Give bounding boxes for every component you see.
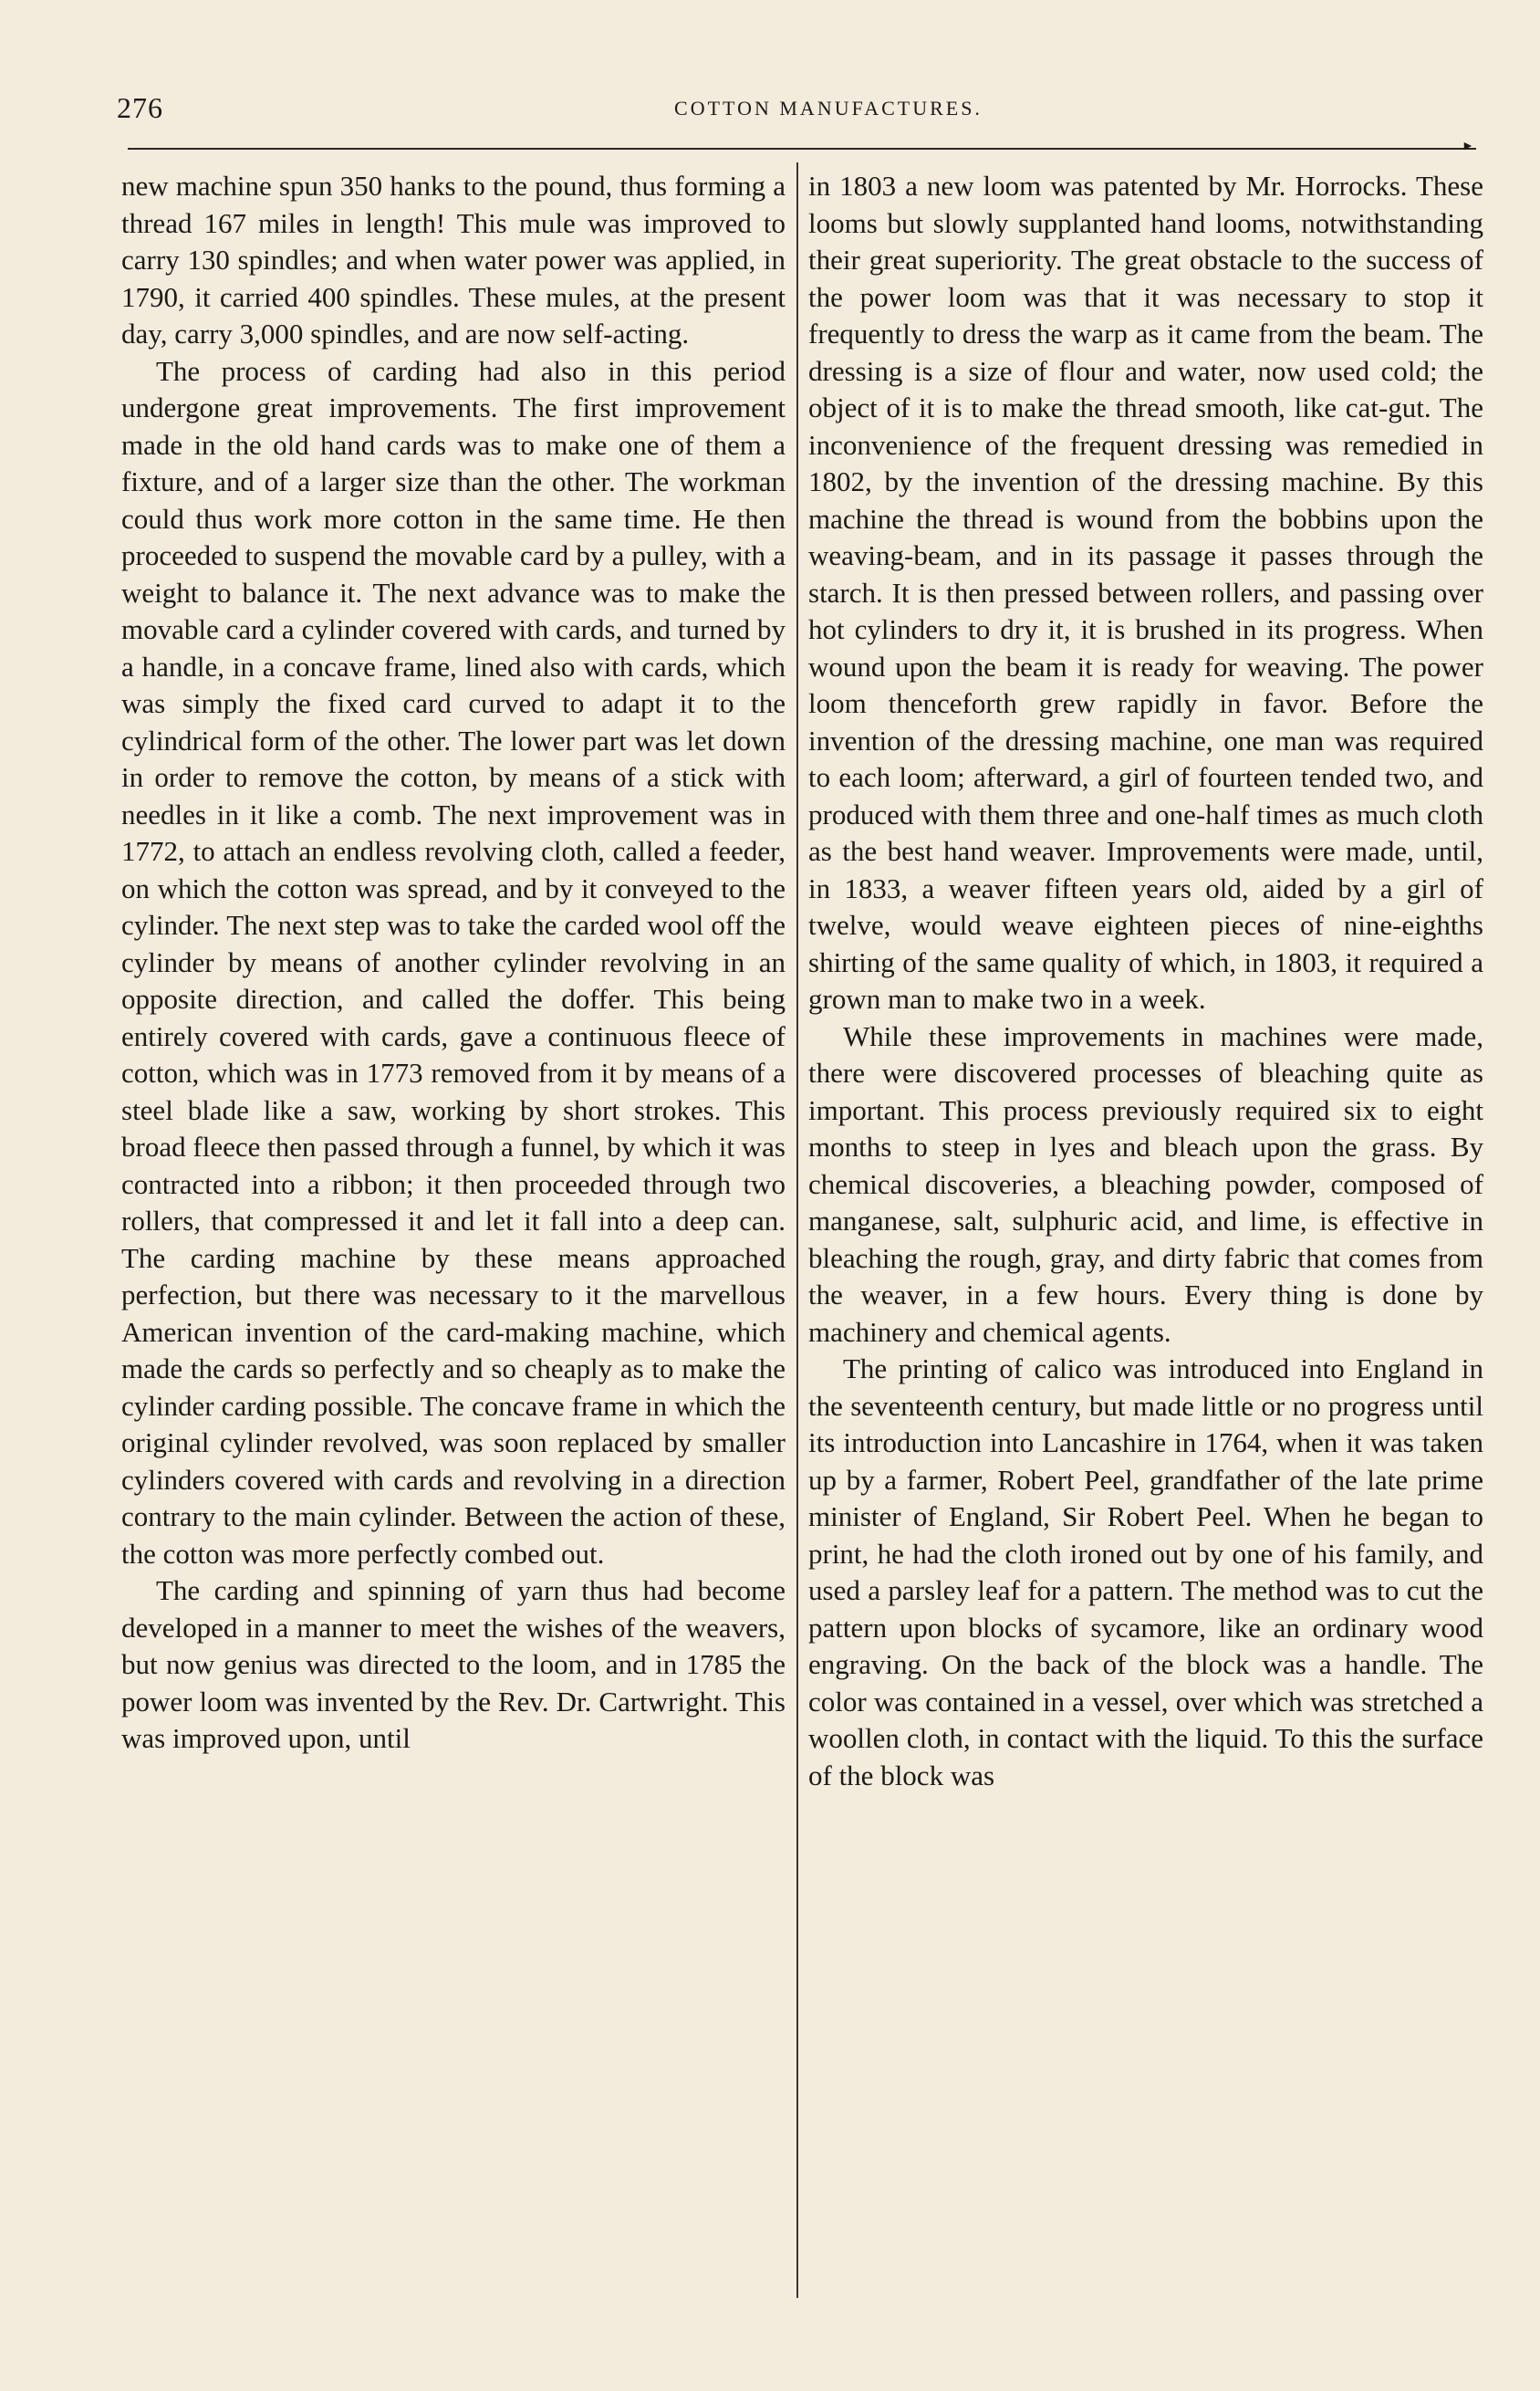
right-column: [808, 168, 1483, 1794]
paragraph: The printing of calico was introduced into England in the seventeenth century, but made little or no progress until its introduction into Lancashire in 1764, when it was taken up by a farmer, Robert Peel, grandfather of the late prime minister of England, Sir Robert Peel. When he began to print, he had the cloth ironed out by one of his family, and used a parsley leaf for a pattern. The method was to cut the pattern upon blocks of sycamore, like an ordinary wood engraving. On the back of the block was a handle. The color was contained in a vessel, over which was stretched a woollen cloth, in contact with the liquid. To this the surface of the block was: [808, 1352, 1483, 1791]
left-column: [121, 168, 786, 1758]
paragraph: The process of carding had also in this period undergone great improvements. The first improvement made in the old hand cards was to make one of them a fixture, and of a larger size than the other. The workman could thus work more cotton in the same time. He then proceeded to suspend the movable card by a pulley, with a weight to balance it. The next advance was to make the movable card a cylinder covered with cards, and turned by a handle, in a concave frame, lined also with cards, which was simply the fixed card curved to adapt it to the cylindrical form of the other. The lower part was let down in order to remove the cotton, by means of a stick with needles in it like a comb. The next improvement was in 1772, to attach an endless revolving cloth, called a feeder, on which the cotton was spread, and by it conveyed to the cylinder. The next step was to take the carded wool off the cylinder by means of another cylinder revolving in an opposite direction, and called the doffer. This being entirely covered with cards, gave a continuous fleece of cotton, which was in 1773 removed from it by means of a steel blade like a saw, working by short strokes. This broad fleece then passed through a funnel, by which it was contracted into a ribbon; it then proceeded through two rollers, that compressed it and let it fall into a deep can. The carding machine by these means approached perfection, but there was necessary to it the marvellous American invention of the card-making machine, which made the cards so perfectly and so cheaply as to make the cylinder carding possible. The concave frame in which the original cylinder revolved, was soon replaced by smaller cylinders covered with cards and revolving in a direction contrary to the main cylinder. Between the action of these, the cotton was more perfectly combed out.: [121, 354, 786, 1570]
running-title: COTTON MANUFACTURES.: [674, 97, 983, 120]
page-header: [117, 91, 1485, 128]
column-divider: [796, 162, 798, 2298]
paragraph: new machine spun 350 hanks to the pound, thus forming a thread 167 miles in length! This mule was improved to carry 130 spindles; and when water power was applied, in 1790, it carried 400 spindles. These mules, at the present day, carry 3,000 spindles, and are now self-acting.: [121, 170, 786, 350]
page-number: 276: [117, 91, 163, 124]
paragraph: in 1803 a new loom was patented by Mr. Horrocks. These looms but slowly supplanted hand looms, notwithstanding their great superiority. The great obstacle to the success of the power loom was that it was necessary to stop it frequently to dress the warp as it came from the beam. The dressing is a size of flour and water, now used cold; the object of it is to make the thread smooth, like cat-gut. The inconvenience of the frequent dressing was remedied in 1802, by the invention of the dressing machine. By this machine the thread is wound from the bobbins upon the weaving-beam, and in its passage it passes through the starch. It is then pressed between rollers, and passing over hot cylinders to dry it, it is brushed in its progress. When wound upon the beam it is ready for weaving. The power loom thenceforth grew rapidly in favor. Before the invention of the dressing machine, one man was required to each loom; afterward, a girl of fourteen tended two, and produced with them three and one-half times as much cloth as the best hand weaver. Improvements were made, until, in 1833, a weaver fifteen years old, aided by a girl of twelve, would weave eighteen pieces of nine-eighths shirting of the same quality of which, in 1803, it required a grown man to make two in a week.: [808, 170, 1483, 1015]
header-rule: [128, 148, 1476, 150]
paragraph: While these improvements in machines were made, there were discovered processes of bleaching quite as important. This process previously required six to eight months to steep in lyes and bleach upon the grass. By chemical discoveries, a bleaching powder, composed of manganese, salt, sulphuric acid, and lime, is effective in bleaching the rough, gray, and dirty fabric that comes from the weaver, in a few hours. Every thing is done by machinery and chemical agents.: [808, 1019, 1483, 1348]
paragraph: The carding and spinning of yarn thus had become developed in a manner to meet the wishes of the weavers, but now genius was directed to the loom, and in 1785 the power loom was invented by the Rev. Dr. Cartwright. This was improved upon, until: [121, 1574, 786, 1754]
rule-arrow-icon: ►: [1462, 140, 1474, 153]
